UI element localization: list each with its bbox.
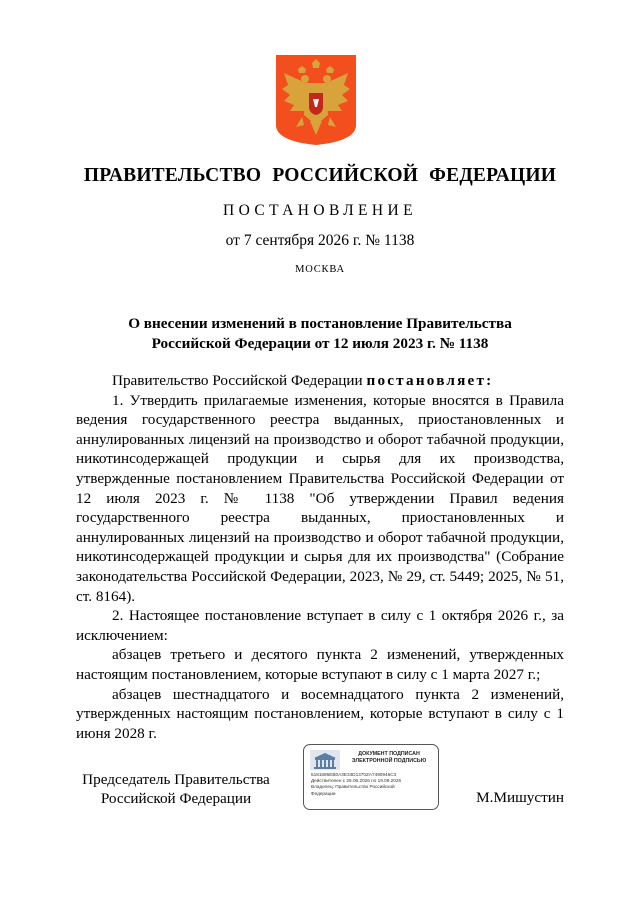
certificate-owner-line-2: Федерации (311, 790, 336, 796)
certificate-owner-line-1: Владелец: Правительство Российской (311, 784, 395, 790)
stamp-details (311, 772, 433, 797)
signatory-position-line-2: Российской Федерации (100, 790, 252, 807)
intro-text: Правительство Российской Федерации (112, 372, 363, 389)
signatory-position-line-1: Председатель Правительства (82, 771, 270, 788)
electronic-signature-stamp (303, 744, 439, 810)
document-title (80, 314, 560, 354)
intro-decree-word: постановляет: (366, 372, 494, 389)
paragraph-4: абзацев шестнадцатого и восемнадцатого пункта 2 изменений, утвержденных настоящим постановлением, которые вступают в силу с 1 июня 2028 г. (76, 685, 564, 742)
intro-paragraph (76, 371, 564, 391)
title-line-2: Российской Федерации от 12 июля 2023 г. № 1138 (151, 335, 489, 352)
signatory-name: М.Мишустин (476, 789, 564, 806)
stamp-heading-line-1: ДОКУМЕНТ ПОДПИСАН (358, 751, 420, 757)
stamp-heading-line-2: ЭЛЕКТРОННОЙ ПОДПИСЬЮ (351, 757, 427, 764)
russian-coat-of-arms-icon (276, 55, 356, 145)
certificate-validity: Действителен с 26.06.2026 по 19.09.2026 (311, 778, 402, 784)
document-city: МОСКВА (295, 264, 345, 275)
document-type: ПОСТАНОВЛЕНИЕ (223, 202, 417, 219)
paragraph-2: 2. Настоящее постановление вступает в силу с 1 октября 2026 г., за исключением: (76, 607, 564, 644)
document-body (76, 371, 564, 743)
title-line-1: О внесении изменений в постановление Правительства (128, 315, 512, 332)
certificate-serial: 5181586EB0A3E34D1370ZA7490946C3 (311, 772, 397, 777)
document-date-number: от 7 сентября 2026 г. № 1138 (225, 232, 415, 249)
government-building-icon (310, 750, 340, 770)
stamp-heading (344, 751, 434, 765)
government-name: ПРАВИТЕЛЬСТВО РОССИЙСКОЙ ФЕДЕРАЦИИ (83, 165, 557, 186)
signatory-position (76, 770, 276, 808)
paragraph-3: абзацев третьего и десятого пункта 2 изменений, утвержденных настоящим постановлением, которые вступают в силу с 1 марта 2027 г.; (76, 646, 564, 683)
paragraph-1: 1. Утвердить прилагаемые изменения, которые вносятся в Правила ведения государственного реестра выданных, приостановленных и аннулированных лицензий на производство и оборот табачной продукции, никотинсодержащей продукции и сырья для их производства, утвержденные постановлением Правительства Российской Федерации от 12 июля 2023 г. № 1138 "Об утверждении Правил ведения государственного реестра выданных, приостановленных и аннулированных лицензий на производство и оборот табачной продукции, никотинсодержащей продукции и сырья для их производства" (Собрание законодательства Российской Федерации, 2023, № 29, ст. 5449; 2025, № 51, ст. 8164). (76, 391, 564, 605)
